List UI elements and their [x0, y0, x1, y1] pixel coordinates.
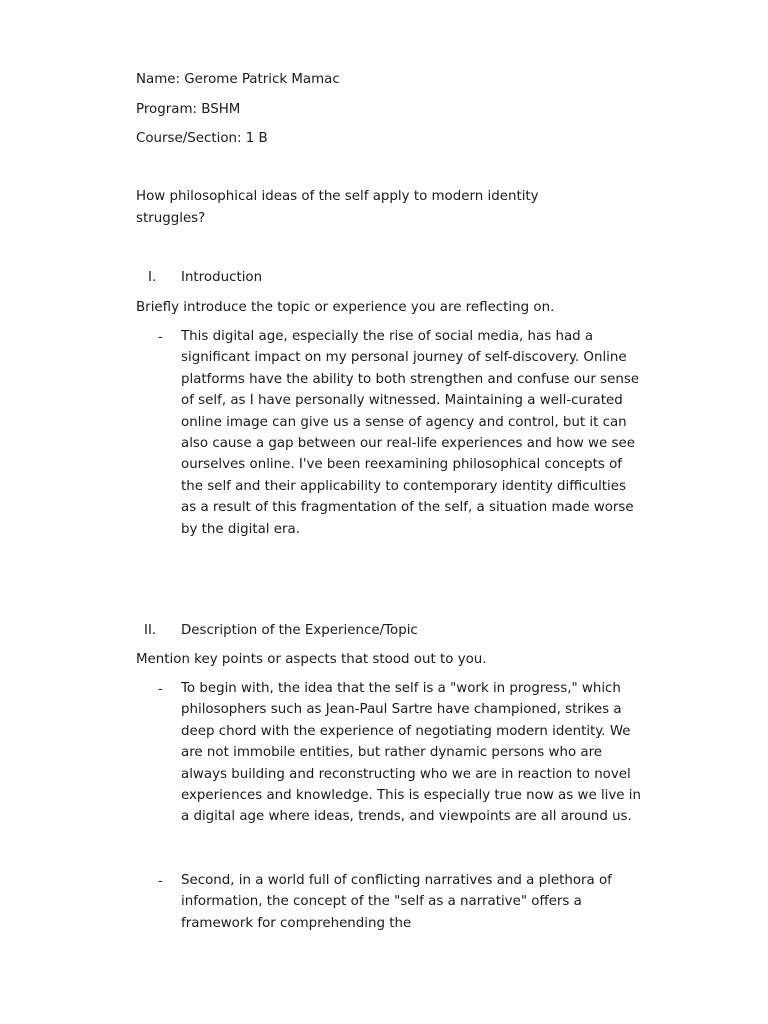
- section-2-bullet-2: Second, in a world full of conflicting narratives and a plethora of information, the concept of the "self as a narrative" offers a framework for comprehending the: [181, 873, 612, 931]
- bullet-dash: -: [158, 330, 163, 345]
- course-section: Course/Section: 1 B: [136, 131, 268, 146]
- section-2-prompt: Mention key points or aspects that stood out to you.: [136, 652, 487, 667]
- section-1-prompt: Briefly introduce the topic or experience you are reflecting on.: [136, 300, 555, 315]
- section-2-title: Description of the Experience/Topic: [181, 623, 418, 638]
- program: Program: BSHM: [136, 102, 241, 117]
- bullet-dash: -: [158, 874, 163, 889]
- essay-question: How philosophical ideas of the self apply to modern identity struggles?: [136, 189, 539, 226]
- section-2-bullet-1: To begin with, the idea that the self is a "work in progress," which philosophers such as Jean-Paul Sartre have championed, strikes a deep chord with the experience of negotiating modern identity. We are not immobile entities, but rather dynamic persons who are always building and reconstructing who we are in reaction to novel experiences and knowledge. This is especially true now as we live in a digital age where ideas, trends, and viewpoints are all around us.: [181, 681, 642, 825]
- bullet-dash: -: [158, 682, 163, 697]
- section-1-numeral: I.: [148, 270, 157, 285]
- section-1-title: Introduction: [181, 270, 263, 285]
- student-name: Name: Gerome Patrick Mamac: [136, 72, 340, 87]
- section-2-numeral: II.: [144, 623, 157, 638]
- section-1-bullet-1: This digital age, especially the rise of social media, has had a significant impact on my personal journey of self-discovery. Online platforms have the ability to both strengthen and confuse our sense of self, as I have personally witnessed. Maintaining a well-curated online image can give us a sense of agency and control, but it can also cause a gap between our real-life experiences and how we see ourselves online. I've been reexamining philosophical concepts of the self and their applicability to contemporary identity difficulties as a result of this fragmentation of the self, a situation made worse by the digital era.: [181, 329, 640, 537]
